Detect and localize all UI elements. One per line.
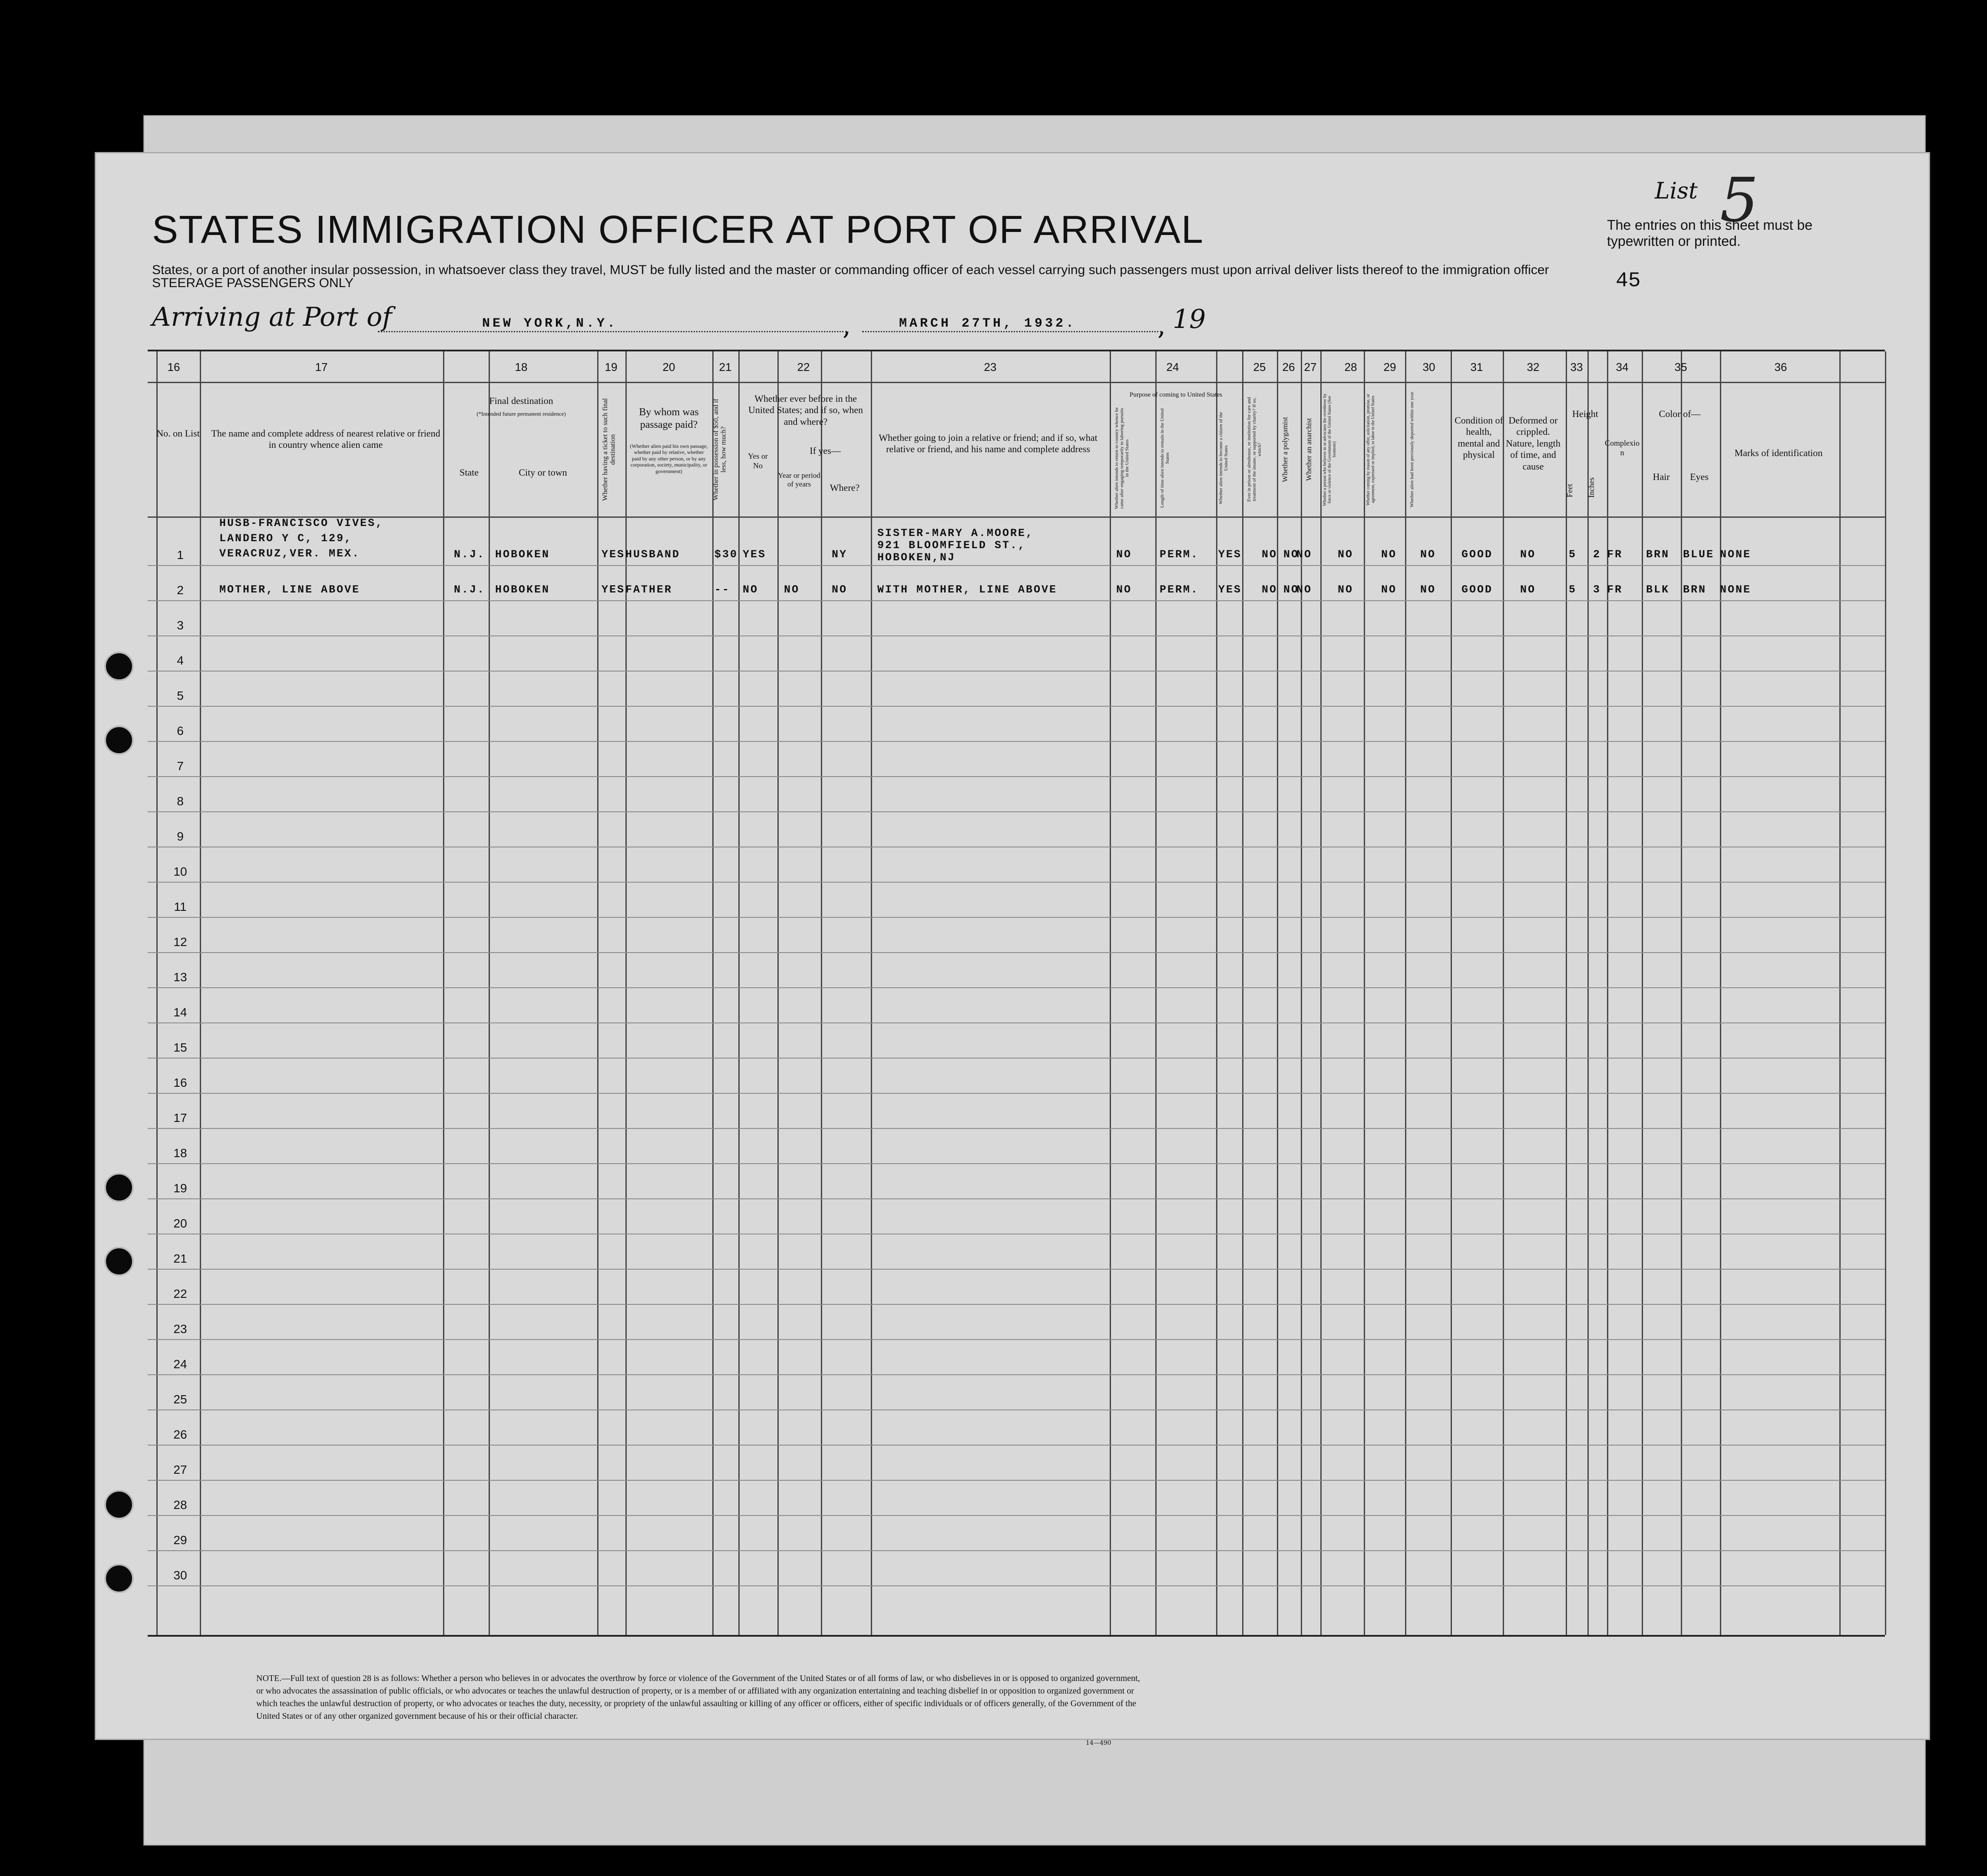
row-number: 28 <box>173 1498 187 1512</box>
binder-hole <box>104 652 134 681</box>
header-return-intent: Whether alien intends to return to country whence he came after engaging temporarily in laboring pursuits in the United States <box>1114 407 1130 509</box>
cell-relative: HUSB-FRANCISCO VIVES, <box>219 517 384 529</box>
row-number: 6 <box>177 724 184 738</box>
column-divider <box>1364 351 1365 1635</box>
cell-eyes: BLUE <box>1683 548 1715 561</box>
column-divider <box>1320 351 1322 1635</box>
column-divider <box>1277 351 1278 1635</box>
header-height: Height <box>1572 408 1598 419</box>
cell-return-intent: NO <box>1116 583 1132 596</box>
header-ever-before: Whether ever before in the United States; and if so, when and where? <box>748 393 863 427</box>
date-line <box>862 331 1162 332</box>
header-polygamist: Whether a polygamist <box>1281 417 1289 483</box>
column-number: 22 <box>797 361 810 374</box>
column-number: 33 <box>1570 361 1583 374</box>
header-deformed: Deformed or crippled. Nature, length of time, and cause <box>1506 415 1561 472</box>
column-divider <box>738 351 740 1635</box>
cell-relative: MOTHER, LINE ABOVE <box>219 583 360 596</box>
cell-citizen: YES <box>1218 583 1242 596</box>
header-inches: Inches <box>1587 477 1596 498</box>
cell-return-intent: NO <box>1116 548 1132 561</box>
column-number: 18 <box>515 361 528 374</box>
header-labor-offer: Whether coming by reason of any offer, solicitation, promise, or agreement, expressed or implied, to labor in the United States <box>1366 394 1375 506</box>
header-overthrow: Whether a person who believes in or advocates the overthrow by force or violence of the Government of the United States (See footnote) <box>1322 393 1337 506</box>
column-divider <box>821 351 822 1635</box>
row-number: 14 <box>173 1006 187 1019</box>
cell-state: N.J. <box>454 548 486 561</box>
cell-ever-before: NO <box>743 583 759 596</box>
row-number: 19 <box>173 1181 187 1195</box>
cell-relative: LANDERO Y C, 129, <box>219 532 353 545</box>
column-divider <box>443 351 444 1635</box>
column-number: 19 <box>605 361 618 374</box>
list-number: 5 <box>1720 165 1759 236</box>
row-number: 18 <box>173 1146 187 1160</box>
cell-feet: 5 <box>1569 583 1577 596</box>
header-complexion: Complexion <box>1605 439 1640 457</box>
cell-length-stay: PERM. <box>1160 583 1199 596</box>
footnote: NOTE.—Full text of question 28 is as follows: Whether a person who believes in or advocates the overthrow by force or violence of the Government of the United States or of all forms of law, or who disbelieves in or is opposed to organized government, or who advocates the assassination of public officials, or who advocates or teaches the unlawful destruction of property, or is a member of or affiliated with any organization entertaining and teaching disbelief in or opposition to organized government or which teaches the unlawful destruction of property, or who advocates or teaches the duty, necessity, or propriety of the unlawful assaulting or killing of any officer or officers, either of specific individuals or of officers generally, of the Government of the United States or of any other organized government because of his or their official character. <box>256 1674 1140 1721</box>
row-number: 15 <box>173 1041 187 1054</box>
row-number: 12 <box>173 935 187 949</box>
cell-city: HOBOKEN <box>495 583 550 596</box>
cell-joining: 921 BLOOMFIELD ST., <box>877 539 1026 552</box>
row-line <box>148 706 1885 707</box>
column-divider <box>1839 351 1841 1635</box>
row-line <box>148 1585 1885 1586</box>
column-divider <box>625 351 627 1635</box>
header-state: State <box>460 467 479 478</box>
row-line <box>148 952 1885 953</box>
cell-eyes: BRN <box>1683 583 1707 596</box>
row-line <box>148 987 1885 988</box>
cell-ever-before: YES <box>743 548 767 561</box>
header-ticket: Whether having a ticket to such final destination <box>602 398 617 501</box>
row-number: 3 <box>177 619 184 632</box>
cell-relative: VERACRUZ,VER. MEX. <box>219 547 360 560</box>
list-label: List <box>1655 178 1698 204</box>
column-divider <box>1587 351 1589 1635</box>
row-number: 5 <box>177 689 184 702</box>
column-number: 35 <box>1674 361 1687 374</box>
header-deported: Whether alien had been previously deported within one year <box>1409 392 1415 507</box>
row-line <box>148 776 1885 777</box>
cell-complexion: FR <box>1607 583 1623 596</box>
row-number: 26 <box>173 1428 187 1441</box>
column-divider <box>1642 351 1643 1635</box>
row-line <box>148 1304 1885 1305</box>
cell-anarchist: NO <box>1296 583 1313 596</box>
column-number: 23 <box>984 361 997 374</box>
cell-anarchist: NO <box>1296 548 1313 561</box>
cell-ever-where: NO <box>832 583 848 596</box>
row-line <box>148 811 1885 812</box>
cell-length-stay: PERM. <box>1160 548 1199 561</box>
column-divider <box>597 351 598 1635</box>
column-divider <box>712 351 714 1635</box>
header-purpose: Purpose of coming to United States <box>1130 391 1222 398</box>
cell-deformed: NO <box>1520 583 1536 596</box>
cell-labor-offer: NO <box>1381 583 1397 596</box>
cell-feet: 5 <box>1569 548 1577 561</box>
row-number: 21 <box>173 1252 187 1265</box>
row-line <box>148 882 1885 883</box>
arriving-label: Arriving at Port of <box>152 302 392 332</box>
row-line <box>148 635 1885 636</box>
header-final-destination-note: (*Intended future permanent residence) <box>476 410 566 417</box>
cell-state: N.J. <box>454 583 486 596</box>
cell-complexion: FR <box>1607 548 1623 561</box>
column-number: 17 <box>315 361 328 374</box>
header-if-yes: If yes— <box>810 445 841 456</box>
header-city: City or town <box>519 467 567 478</box>
row-number: 25 <box>173 1393 187 1406</box>
header-where: Where? <box>830 482 860 493</box>
header-health: Condition of health, mental and physical <box>1455 415 1503 460</box>
cell-hair: BRN <box>1646 548 1670 561</box>
column-divider <box>1503 351 1504 1635</box>
header-citizen: Whether alien intends to become a citizen of the United States <box>1218 412 1229 505</box>
header-yes-no: Yes or No <box>748 452 768 470</box>
row-line <box>148 917 1885 918</box>
column-number: 16 <box>167 361 180 374</box>
column-divider <box>1681 351 1682 1635</box>
page-title: STATES IMMIGRATION OFFICER AT PORT OF ARRIVAL <box>152 208 1204 251</box>
row-number: 22 <box>173 1287 187 1300</box>
cell-paid-by: FATHER <box>625 583 673 596</box>
column-number: 32 <box>1527 361 1540 374</box>
cell-citizen: YES <box>1218 548 1242 561</box>
column-divider <box>871 351 872 1635</box>
header-no-on-list: No. on List <box>156 428 200 439</box>
row-line <box>148 1339 1885 1340</box>
column-divider <box>1566 351 1567 1635</box>
column-number: 31 <box>1470 361 1483 374</box>
cell-hair: BLK <box>1646 583 1670 596</box>
row-line <box>148 1128 1885 1129</box>
comma: , <box>843 311 851 341</box>
column-divider <box>1242 351 1243 1635</box>
cell-deported: NO <box>1420 548 1436 561</box>
column-divider <box>1405 351 1406 1635</box>
row-number: 27 <box>173 1463 187 1476</box>
column-divider <box>1885 351 1886 1635</box>
row-number: 16 <box>173 1076 187 1089</box>
cell-money: $30 <box>714 548 738 561</box>
column-divider <box>1110 351 1111 1635</box>
header-money: Whether in possession of $50, and if less, how much? <box>712 398 727 501</box>
entries-note: The entries on this sheet must be typewritten or printed. <box>1607 217 1813 249</box>
arrival-port: NEW YORK,N.Y. <box>482 316 618 331</box>
column-divider <box>1720 351 1721 1635</box>
column-number: 34 <box>1616 361 1629 374</box>
row-number: 24 <box>173 1357 187 1371</box>
column-divider <box>1155 351 1157 1635</box>
header-color-of: Color of— <box>1659 408 1701 419</box>
cell-city: HOBOKEN <box>495 548 550 561</box>
row-line <box>148 1409 1885 1410</box>
cell-joining: WITH MOTHER, LINE ABOVE <box>877 583 1058 596</box>
binder-hole <box>104 1247 134 1276</box>
cell-prison: NO <box>1262 548 1278 561</box>
cell-deformed: NO <box>1520 548 1536 561</box>
column-divider <box>1451 351 1452 1635</box>
column-number: 30 <box>1422 361 1435 374</box>
page-number: 45 <box>1616 269 1641 293</box>
cell-health: GOOD <box>1461 583 1493 596</box>
cell-deported: NO <box>1420 583 1436 596</box>
column-divider <box>1216 351 1217 1635</box>
header-passage-paid: By whom was passage paid? <box>639 407 699 430</box>
cell-marks: NONE <box>1720 548 1752 561</box>
form-number: 14—490 <box>1086 1740 1111 1747</box>
cell-ticket: YES <box>602 583 625 596</box>
row-number: 30 <box>173 1568 187 1582</box>
comma: , <box>1157 311 1166 341</box>
header-marks: Marks of identification <box>1734 447 1823 458</box>
header-eyes: Eyes <box>1690 471 1709 482</box>
binder-hole <box>104 1173 134 1202</box>
cell-polygamist: NO <box>1283 548 1299 561</box>
row-number: 29 <box>173 1533 187 1547</box>
column-divider <box>200 351 201 1635</box>
row-line <box>148 1550 1885 1551</box>
row-line <box>148 1022 1885 1023</box>
row-line <box>148 1374 1885 1375</box>
row-line <box>148 1093 1885 1094</box>
row-line <box>148 1269 1885 1270</box>
header-divider <box>148 516 1885 518</box>
row-line <box>148 1480 1885 1481</box>
column-divider <box>777 351 779 1635</box>
row-number: 7 <box>177 759 184 773</box>
column-divider <box>1607 351 1608 1635</box>
header-divider <box>148 382 1885 383</box>
cell-overthrow: NO <box>1338 583 1354 596</box>
row-number: 2 <box>177 583 184 597</box>
column-number: 28 <box>1344 361 1357 374</box>
column-number: 29 <box>1383 361 1396 374</box>
column-divider <box>156 351 158 1635</box>
cell-inches: 3 <box>1593 583 1601 596</box>
row-line <box>148 1163 1885 1164</box>
cell-prison: NO <box>1262 583 1278 596</box>
cell-health: GOOD <box>1461 548 1493 561</box>
cell-polygamist: NO <box>1283 583 1299 596</box>
column-divider <box>1301 351 1302 1635</box>
cell-joining: SISTER-MARY A.MOORE, <box>877 527 1034 539</box>
row-line <box>148 1445 1885 1446</box>
cell-marks: NONE <box>1720 583 1752 596</box>
header-prison: Ever in prison or almshouse, or institution for care and treatment of the insane, or supported by charity? If so, which? <box>1246 397 1263 502</box>
cell-joining: HOBOKEN,NJ <box>877 551 956 564</box>
year-prefix: 19 <box>1173 304 1206 334</box>
header-anarchist: Whether an anarchist <box>1305 418 1313 481</box>
column-number: 24 <box>1166 361 1179 374</box>
binder-hole <box>104 1564 134 1593</box>
header-final-destination: Final destination <box>489 395 553 406</box>
column-number: 26 <box>1282 361 1295 374</box>
column-number: 20 <box>662 361 675 374</box>
header-nearest-relative: The name and complete address of nearest relative or friend in country whence alien came <box>211 428 440 450</box>
binder-hole <box>104 725 134 755</box>
header-hair: Hair <box>1653 471 1670 482</box>
cell-overthrow: NO <box>1338 548 1354 561</box>
row-number: 1 <box>177 548 184 562</box>
arrival-date: MARCH 27TH, 1932. <box>899 316 1077 331</box>
cell-inches: 2 <box>1593 548 1601 561</box>
cell-labor-offer: NO <box>1381 548 1397 561</box>
binder-hole <box>104 1490 134 1519</box>
cell-paid-by: HUSBAND <box>625 548 681 561</box>
column-divider <box>489 351 490 1635</box>
header-joining: Whether going to join a relative or friend; and if so, what relative or friend, and his name and complete address <box>879 432 1098 455</box>
row-number: 17 <box>173 1111 187 1125</box>
column-number: 27 <box>1304 361 1317 374</box>
row-number: 4 <box>177 654 184 667</box>
header-length-stay: Length of time alien intends to remain in the United States <box>1160 408 1170 508</box>
column-number: 36 <box>1774 361 1787 374</box>
row-line <box>148 1198 1885 1199</box>
row-number: 11 <box>174 900 187 913</box>
header-passage-paid-note: (Whether alien paid his own passage, whether paid by relative, whether paid by any other person, or by any corporation, society, municipality, or government) <box>630 443 708 474</box>
row-line <box>148 600 1885 601</box>
row-number: 8 <box>177 794 184 808</box>
port-line <box>378 331 847 332</box>
passenger-class: STEERAGE PASSENGERS ONLY <box>152 276 354 290</box>
header-year: Year or period of years <box>778 471 820 489</box>
cell-ever-where: NY <box>832 548 848 561</box>
column-number: 25 <box>1253 361 1266 374</box>
header-feet: Feet <box>1565 484 1574 498</box>
row-line <box>148 1515 1885 1516</box>
cell-ever-year: NO <box>784 583 800 596</box>
page-subtitle: States, or a port of another insular possession, in whatsoever class they travel, MUST be fully listed and the master or commanding officer of each vessel carrying such passengers must upon arrival deliver lists thereof to the immigration officer <box>152 263 1549 277</box>
row-number: 10 <box>173 865 187 878</box>
row-number: 20 <box>173 1217 187 1230</box>
row-line <box>148 741 1885 742</box>
cell-money: -- <box>714 583 731 596</box>
row-line <box>148 671 1885 672</box>
row-number: 9 <box>177 830 184 843</box>
row-line <box>148 565 1885 566</box>
cell-ticket: YES <box>602 548 625 561</box>
row-number: 13 <box>173 970 187 984</box>
column-number: 21 <box>719 361 732 374</box>
row-number: 23 <box>173 1322 187 1336</box>
row-line <box>148 1058 1885 1059</box>
